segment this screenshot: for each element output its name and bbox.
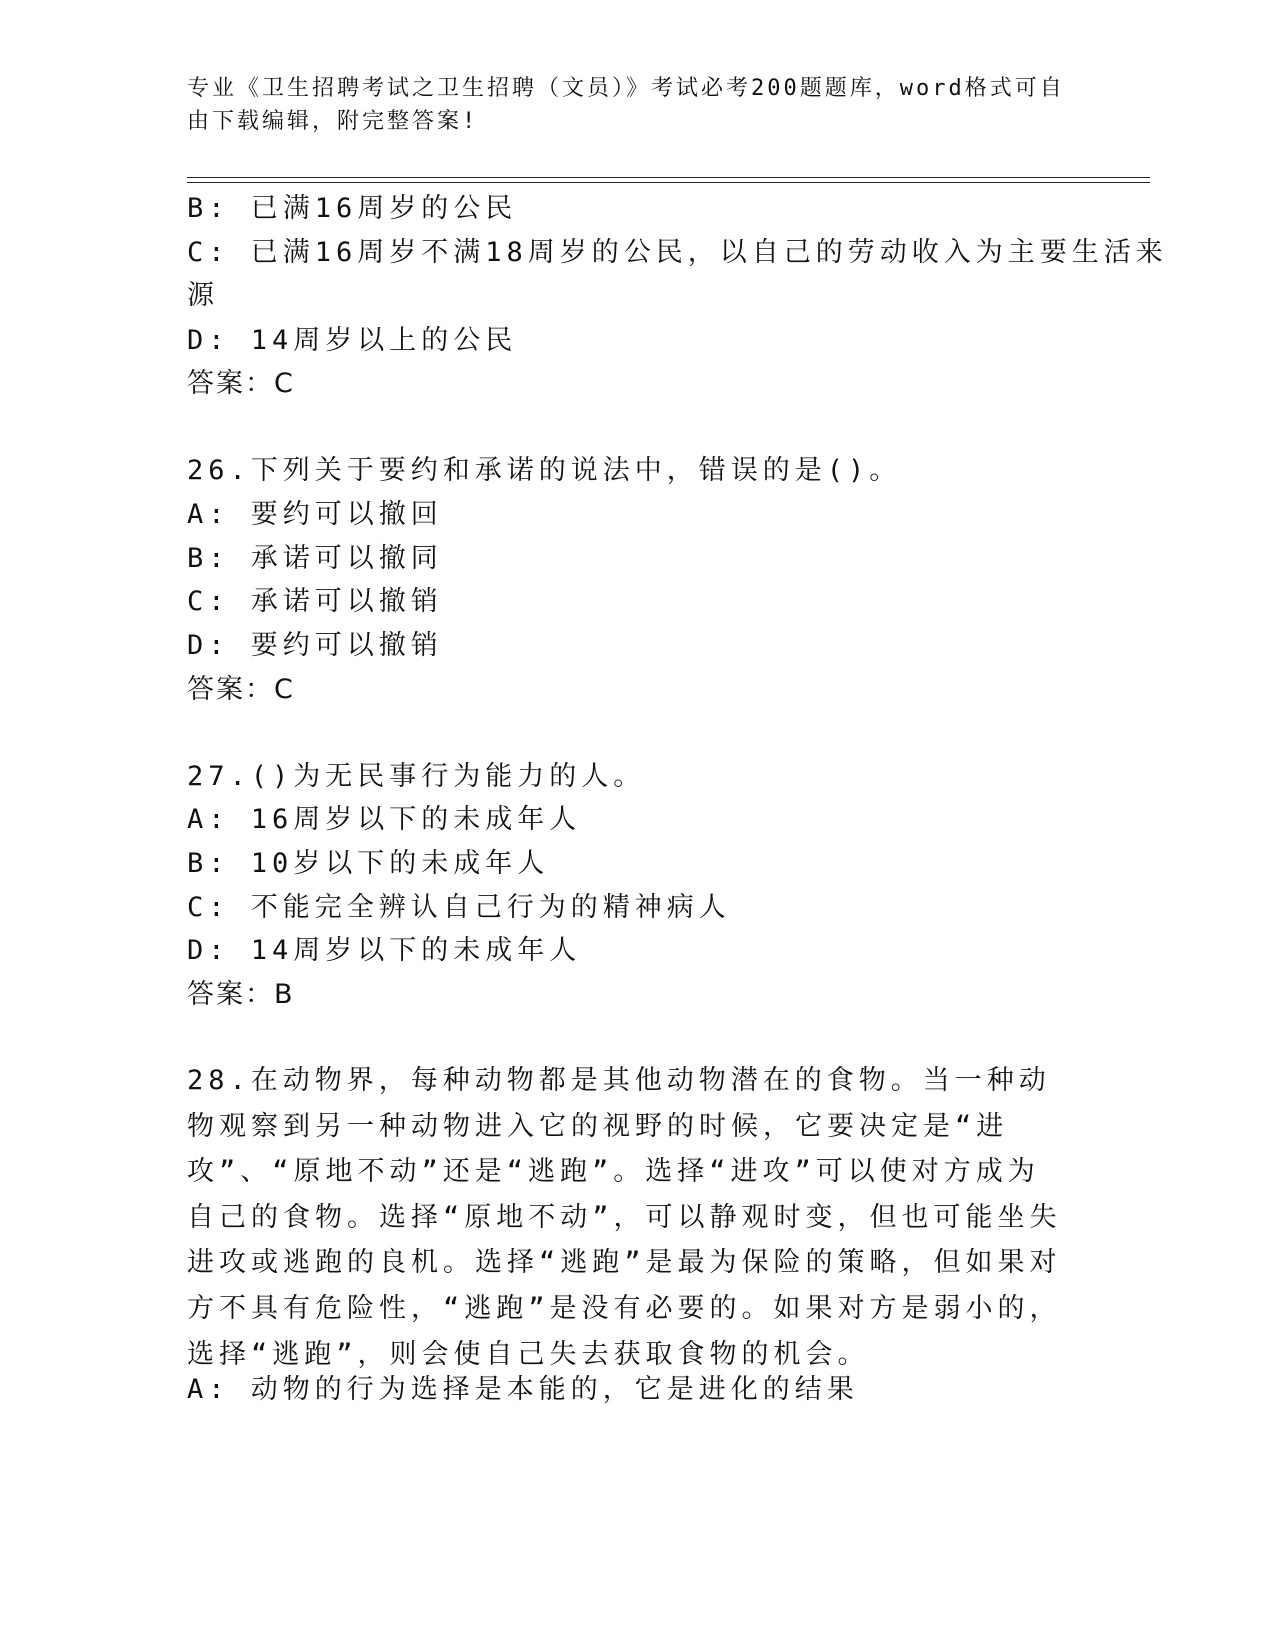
q25-answer: 答案：C	[187, 368, 295, 399]
q28-question: 28.在动物界，每种动物都是其他动物潜在的食物。当一种动物观察到另一种动物进入它的视野的时候，它要决定是“进攻”、“原地不动”还是“逃跑”。选择“进攻”可以使对方成为自己的食物。选择“原地不动”，可以静观时变，但也可能坐失进攻或逃跑的良机。选择“逃跑”是最为保险的策略，但如果对方不具有危险性，“逃跑”是没有必要的。如果对方是弱小的，选择“逃跑”，则会使自己失去获取食物的机会。	[187, 1065, 1062, 1370]
q26-option-b: B: 承诺可以撤同	[187, 543, 443, 574]
q26-option-c: C: 承诺可以撤销	[187, 586, 443, 617]
q28-option-a: A: 动物的行为选择是本能的，它是进化的结果	[187, 1374, 859, 1405]
q26-answer: 答案：C	[187, 674, 295, 705]
q25-option-c: C: 已满16周岁不满18周岁的公民，以自己的劳动收入为主要生活来	[187, 237, 1168, 268]
q26-question: 26.下列关于要约和承诺的说法中，错误的是()。	[187, 455, 902, 486]
q27-question: 27.()为无民事行为能力的人。	[187, 761, 646, 792]
q27-option-c: C: 不能完全辨认自己行为的精神病人	[187, 892, 731, 923]
header-divider-thin	[187, 182, 1150, 183]
q27-answer: 答案：B	[187, 979, 295, 1010]
q27-option-a: A: 16周岁以下的未成年人	[187, 804, 582, 835]
q25-option-b: B: 已满16周岁的公民	[187, 193, 518, 224]
header-divider-thick	[187, 177, 1150, 178]
q25-option-d: D: 14周岁以上的公民	[187, 325, 518, 356]
q27-option-b: B: 10岁以下的未成年人	[187, 848, 550, 879]
q27-option-d: D: 14周岁以下的未成年人	[187, 935, 582, 966]
document-header: 专业《卫生招聘考试之卫生招聘（文员）》考试必考200题题库，word格式可自由下载编辑，附完整答案!	[187, 76, 1065, 134]
q26-option-a: A: 要约可以撤回	[187, 499, 443, 530]
q25-option-c-continued: 源	[187, 280, 219, 311]
q26-option-d: D: 要约可以撤销	[187, 630, 443, 661]
